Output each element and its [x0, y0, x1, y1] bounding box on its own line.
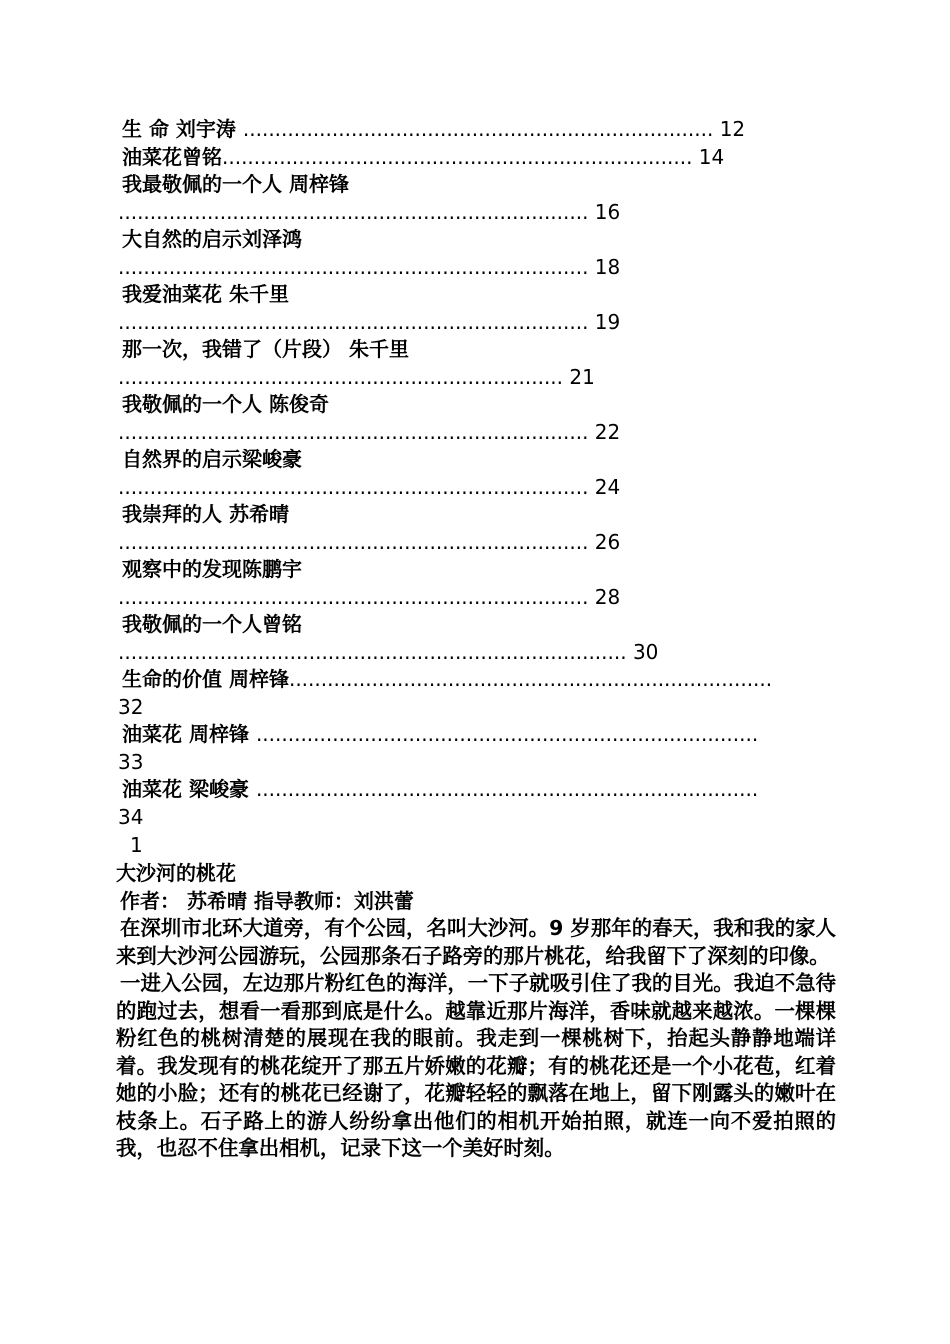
toc-entry-title: 油菜花 周梓锋 — [122, 722, 256, 746]
toc-leader-dots: .......................................................................... — [118, 254, 589, 279]
toc-entry-title[interactable]: 大自然的启示刘泽鸿 — [122, 227, 302, 251]
toc-page-number-value: 33 — [118, 749, 144, 774]
paragraph: 在深圳市北环大道旁，有个公园，名叫大沙河。9 岁那年的春天，我和我的家人来到大沙河公园游玩，公园那条石子路旁的那片桃花，给我留下了深刻的印像。 — [116, 916, 836, 968]
toc-entry-leader — [118, 584, 838, 612]
toc-leader-dots: .......................................................................... — [118, 584, 589, 609]
toc-entry-title: 生命的价值 周梓锋 — [122, 667, 289, 691]
toc-page-number: 19 — [588, 309, 621, 334]
toc-entry-title: 生 命 刘宇涛 — [122, 117, 243, 141]
paragraph: 一进入公园，左边那片粉红色的海洋，一下子就吸引住了我的目光。我迫不急待的跑过去，想看一看那到底是什么。越靠近那片海洋，香味就越来越浓。一棵棵粉红色的桃树清楚的展现在我的眼前。我走到一棵桃树下，抬起头静静地端详着。我发现有的桃花绽开了那五片娇嫩的花瓣；有的桃花还是一个小花苞，红着她的小脸；还有的桃花已经谢了，花瓣轻轻的飘落在地上，留下刚露头的嫩叶在枝条上。石子路上的游人纷纷拿出他们的相机开始拍照，就连一向不爱拍照的我，也忍不住拿出相机，记录下这一个美好时刻。 — [116, 971, 836, 1160]
toc-page-number-value: 34 — [118, 804, 144, 829]
toc-entry-title[interactable]: 我敬佩的一个人曾铭 — [122, 612, 302, 636]
toc-page-number-value: 32 — [118, 694, 144, 719]
toc-page-number: 22 — [588, 419, 621, 444]
toc-entry-title[interactable]: 我最敬佩的一个人 周梓锋 — [122, 172, 349, 196]
toc-leader-dots: .......................................................................... — [242, 117, 714, 141]
page-number: 1 — [130, 833, 143, 857]
toc-page-number — [118, 749, 838, 777]
toc-entry-title[interactable]: 那一次，我错了（片段） 朱千里 — [122, 337, 409, 361]
author-line: 作者： 苏希晴 指导教师：刘洪蕾 — [120, 889, 414, 913]
toc-page-number — [118, 694, 838, 722]
toc-leader-dots: ................................................................................ — [118, 639, 627, 664]
toc-page-number: 21 — [563, 364, 595, 389]
toc-entry-leader — [118, 254, 838, 282]
toc-leader-dots: .......................................................................... — [118, 529, 589, 554]
toc-entry-title[interactable]: 我敬佩的一个人 陈俊奇 — [122, 392, 329, 416]
toc-page-number: 14 — [692, 144, 725, 169]
toc-entry-title[interactable]: 我爱油菜花 朱千里 — [122, 282, 289, 306]
toc-entry-title[interactable]: 自然界的启示梁峻豪 — [122, 447, 302, 471]
toc-entry-title[interactable]: 我崇拜的人 苏希晴 — [122, 502, 289, 526]
article-title: 大沙河的桃花 — [116, 861, 236, 885]
toc-leader-dots: .......................................................................... — [118, 419, 589, 444]
toc-page-number: 24 — [588, 474, 621, 499]
toc-leader-dots: ............................................................................... — [255, 777, 759, 801]
toc-entry-title[interactable]: 观察中的发现陈鹏宇 — [122, 557, 302, 581]
table-of-contents — [118, 116, 838, 831]
toc-leader-dots: .......................................................................... — [118, 474, 589, 499]
toc-entry[interactable] — [118, 144, 838, 172]
toc-entry-leader — [118, 199, 838, 227]
toc-entry[interactable] — [118, 721, 838, 749]
toc-leader-dots: .......................................................................... — [118, 199, 589, 224]
toc-leader-dots: ...................................................................... — [118, 364, 564, 389]
toc-page-number: 30 — [626, 639, 659, 664]
toc-entry[interactable] — [118, 116, 838, 144]
toc-entry-title: 油菜花 梁峻豪 — [122, 777, 256, 801]
toc-entry-leader — [118, 474, 838, 502]
toc-page-number: 18 — [588, 254, 621, 279]
toc-leader-dots: ............................................................................ — [288, 667, 773, 691]
toc-leader-dots: .......................................................................... — [222, 144, 693, 169]
toc-page-number: 26 — [588, 529, 621, 554]
toc-entry-leader — [118, 529, 838, 557]
toc-entry-leader — [118, 419, 838, 447]
toc-entry-leader — [118, 639, 838, 667]
toc-page-number: 16 — [588, 199, 621, 224]
toc-page-number: 12 — [713, 117, 746, 141]
toc-entry-leader — [118, 309, 838, 337]
toc-entry-leader — [118, 364, 838, 392]
article — [116, 832, 836, 1163]
toc-page-number: 28 — [588, 584, 621, 609]
toc-entry-title: 油菜花曾铭 — [122, 144, 222, 169]
toc-entry[interactable] — [118, 666, 838, 694]
toc-page-number — [118, 804, 838, 832]
toc-leader-dots: ............................................................................... — [255, 722, 759, 746]
toc-leader-dots: .......................................................................... — [118, 309, 589, 334]
toc-entry[interactable] — [118, 776, 838, 804]
